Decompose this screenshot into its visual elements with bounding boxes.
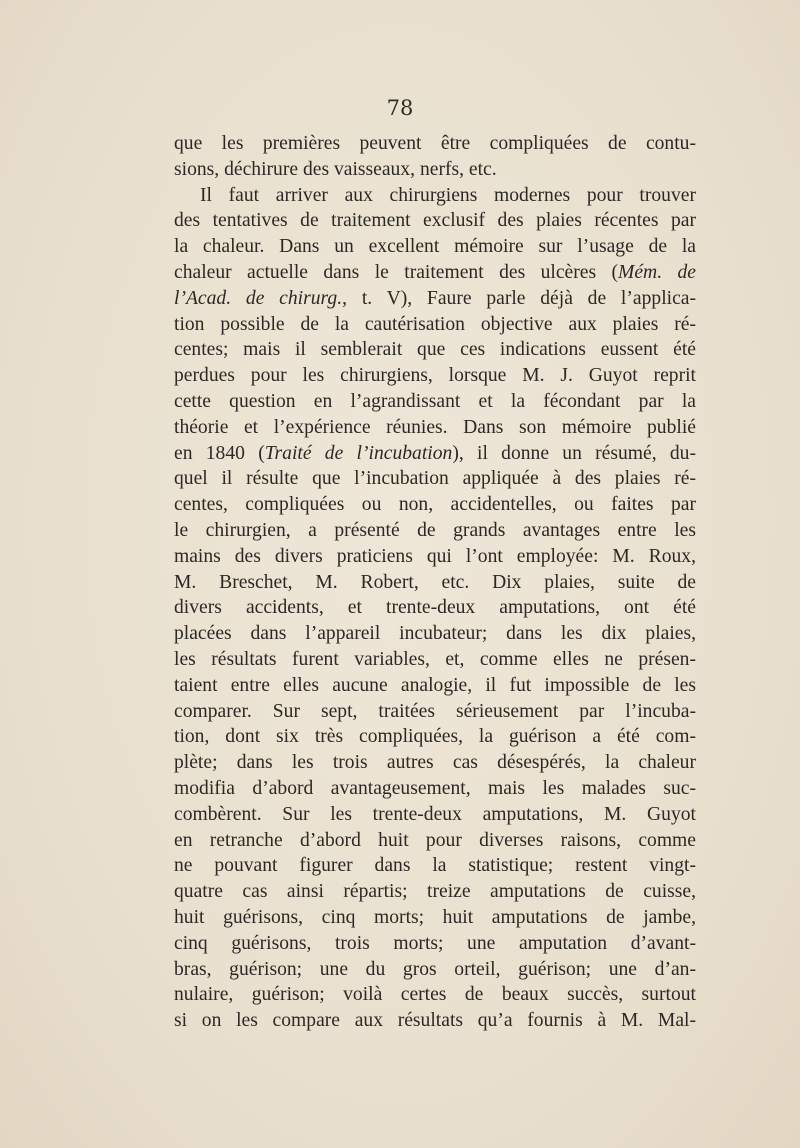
text-line (174, 415, 696, 441)
text-line (174, 879, 696, 905)
page-number: 78 (386, 96, 414, 120)
line-text: centes; mais il semblerait que ces indications eussent été (174, 339, 696, 361)
text-line (174, 363, 696, 389)
line-text: théorie et l’expérience réunies. Dans son mémoire publié (174, 416, 696, 438)
text-line (174, 853, 696, 879)
line-text: nulaire, guérison; voilà certes de beaux succès, surtout (174, 984, 696, 1006)
text-line (174, 776, 696, 802)
line-text: centes, compliquées ou non, accidentelles, ou faites par (174, 494, 696, 516)
italic-text: l’Acad. de chirurg. (174, 287, 343, 309)
line-text: modifia d’abord avantageusement, mais les malades suc- (174, 777, 696, 799)
text-line (174, 183, 696, 209)
line-text: Il faut arriver aux chirurgiens modernes pour trouver (200, 184, 696, 206)
text-line (174, 957, 696, 983)
text-line (174, 492, 696, 518)
text-line (174, 1008, 696, 1034)
text-line (174, 595, 696, 621)
line-text: quatre cas ainsi répartis; treize amputations de cuisse, (174, 881, 696, 903)
text-line (174, 802, 696, 828)
line-text: que les premières peuvent être compliquées de contu- (174, 133, 696, 154)
text-line (174, 750, 696, 776)
line-text: taient entre elles aucune analogie, il fut impossible de les (174, 674, 696, 696)
line-text: , t. V), Faure parle déjà de l’applica- (342, 287, 697, 309)
text-line (174, 931, 696, 957)
line-text: le chirurgien, a présenté de grands avantages entre les (174, 519, 696, 541)
text-line (174, 234, 696, 260)
text-line (174, 312, 696, 338)
text-line (174, 621, 696, 647)
line-text: ), il donne un résumé, du- (452, 442, 696, 464)
text-line (174, 208, 696, 234)
text-line (174, 905, 696, 931)
text-line (174, 544, 696, 570)
text-line (174, 441, 696, 467)
text-line (174, 647, 696, 673)
text-line (174, 673, 696, 699)
body-text (174, 131, 696, 1034)
line-text: perdues pour les chirurgiens, lorsque M. J. Guyot reprit (174, 365, 696, 387)
text-line (174, 286, 696, 312)
line-text: cinq guérisons, trois morts; une amputation d’avant- (174, 932, 696, 954)
line-text: divers accidents, et trente-deux amputations, ont été (174, 597, 696, 619)
line-text: comparer. Sur sept, traitées sérieusement par l’incuba- (174, 700, 696, 722)
text-line (174, 518, 696, 544)
line-text: plète; dans les trois autres cas désespérés, la chaleur (174, 752, 696, 774)
line-text: en retranche d’abord huit pour diverses raisons, comme (174, 829, 696, 851)
line-text: M. Breschet, M. Robert, etc. Dix plaies, suite de (174, 571, 696, 593)
line-text: chaleur actuelle dans le traitement des ulcères ( (174, 261, 619, 283)
text-line (174, 724, 696, 750)
line-text: combèrent. Sur les trente-deux amputations, M. Guyot (174, 803, 696, 825)
line-text: des tentatives de traitement exclusif des plaies récentes par (174, 210, 696, 232)
line-text: placées dans l’appareil incubateur; dans les dix plaies, (174, 623, 696, 645)
text-line (174, 337, 696, 363)
line-text: tion, dont six très compliquées, la guérison a été com- (174, 726, 696, 748)
text-line (174, 982, 696, 1008)
line-text: la chaleur. Dans un excellent mémoire sur l’usage de la (174, 236, 696, 258)
italic-text: Mém. de (618, 261, 696, 283)
line-text: les résultats furent variables, et, comme elles ne présen- (174, 648, 696, 670)
italic-text: Traité de l’incubation (264, 442, 453, 464)
line-text: tion possible de la cautérisation objective aux plaies ré- (174, 313, 696, 335)
text-line (174, 157, 696, 183)
line-text: ne pouvant figurer dans la statistique; restent vingt- (174, 855, 696, 877)
text-line (174, 466, 696, 492)
text-line (174, 828, 696, 854)
text-line (174, 260, 696, 286)
text-line (174, 570, 696, 596)
line-text: sions, déchirure des vaisseaux, nerfs, etc. (174, 158, 497, 180)
line-text: huit guérisons, cinq morts; huit amputations de jambe, (174, 906, 696, 928)
line-text: si on les compare aux résultats qu’a fournis à M. Mal- (174, 1010, 696, 1032)
text-line (174, 389, 696, 415)
line-text: cette question en l’agrandissant et la fécondant par la (174, 390, 696, 412)
line-text: en 1840 ( (174, 442, 265, 464)
line-text: bras, guérison; une du gros orteil, guérison; une d’an- (174, 958, 696, 980)
text-line (174, 131, 696, 157)
line-text: quel il résulte que l’incubation appliquée à des plaies ré- (174, 468, 696, 490)
line-text: mains des divers praticiens qui l’ont employée: M. Roux, (174, 545, 696, 567)
text-line (174, 699, 696, 725)
